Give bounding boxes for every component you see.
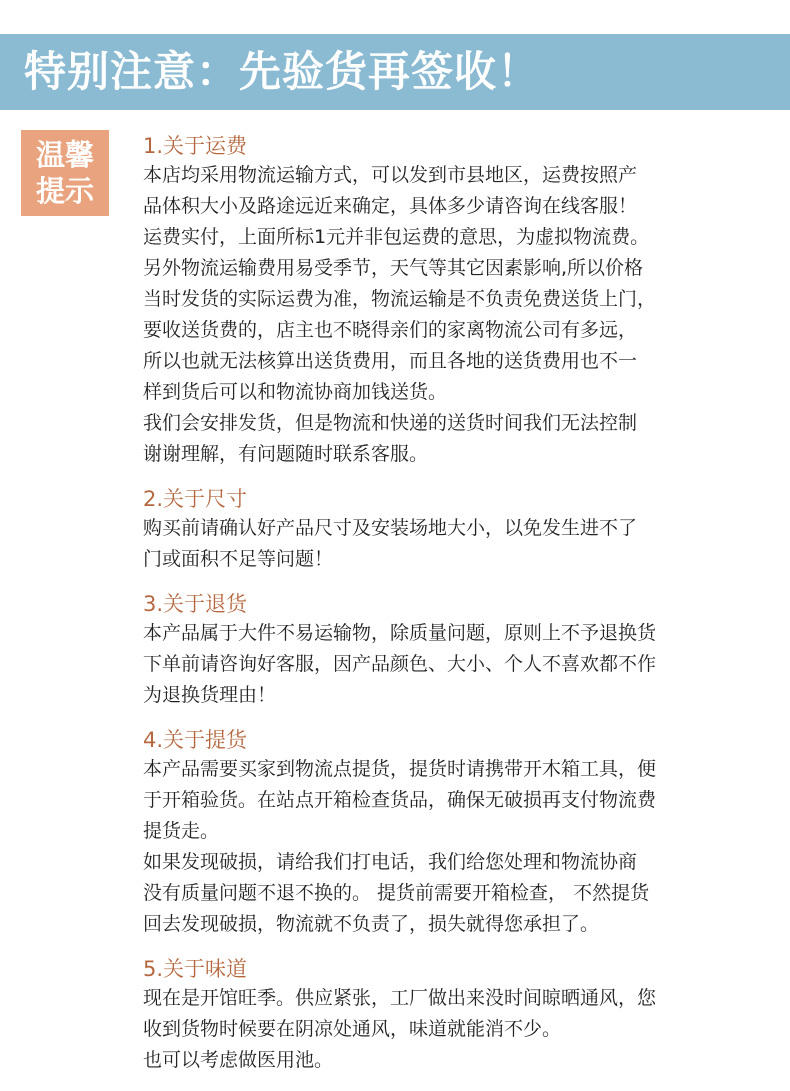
section-line: 品体积大小及路途远近来确定，具体多少请咨询在线客服！: [143, 195, 638, 217]
section-line: 回去发现破损，物流就不负责了，损失就得您承担了。: [143, 913, 600, 935]
section-title: 5.关于味道: [143, 957, 248, 981]
section-line: 门或面积不足等问题！: [143, 548, 334, 570]
warm-tip-badge: [21, 130, 109, 216]
section-line: 运费实付，上面所标1元并非包运费的意思，为虚拟物流费。: [143, 226, 650, 248]
section-line: 收到货物时候要在阴凉处通风，味道就能消不少。: [143, 1018, 562, 1040]
section-title: 3.关于退货: [143, 592, 248, 616]
section-line: 本店均采用物流运输方式，可以发到市县地区，运费按照产: [143, 164, 638, 186]
section-line: 当时发货的实际运费为准，物流运输是不负责免费送货上门，: [143, 288, 657, 310]
section-title: 1.关于运费: [143, 134, 248, 158]
section-returns: [143, 590, 763, 711]
section-size: [143, 485, 763, 575]
section-line: 提货走。: [143, 820, 220, 842]
section-line: 所以也就无法核算出送货费用，而且各地的送货费用也不一: [143, 350, 638, 372]
section-title: 2.关于尺寸: [143, 487, 248, 511]
badge-line-2: 提示: [35, 174, 94, 208]
section-line: 本产品属于大件不易运输物，除质量问题，原则上不予退换货: [143, 622, 657, 644]
section-line: 谢谢理解，有问题随时联系客服。: [143, 443, 429, 465]
section-line: 为退换货理由！: [143, 684, 277, 706]
section-line: 也可以考虑做医用池。: [143, 1049, 334, 1071]
notice-content: [143, 132, 763, 1091]
notice-banner: [0, 34, 790, 110]
section-line: 下单前请咨询好客服，因产品颜色、大小、个人不喜欢都不作: [143, 653, 657, 675]
section-line: 我们会安排发货，但是物流和快递的送货时间我们无法控制: [143, 412, 638, 434]
section-line: 现在是开馆旺季。供应紧张，工厂做出来没时间晾晒通风，您: [143, 987, 657, 1009]
section-shipping-fee: [143, 132, 763, 470]
section-title: 4.关于提货: [143, 728, 248, 752]
section-line: 另外物流运输费用易受季节，天气等其它因素影响,所以价格: [143, 257, 644, 279]
banner-title: 特别注意：先验货再签收！: [24, 47, 541, 96]
section-line: 于开箱验货。在站点开箱检查货品，确保无破损再支付物流费: [143, 789, 657, 811]
section-line: 要收送货费的，店主也不晓得亲们的家离物流公司有多远，: [143, 319, 638, 341]
section-line: 本产品需要买家到物流点提货，提货时请携带开木箱工具，便: [143, 758, 657, 780]
section-line: 没有质量问题不退不换的。 提货前需要开箱检查， 不然提货: [143, 882, 650, 904]
badge-line-1: 温馨: [35, 138, 94, 172]
section-odor: [143, 955, 763, 1076]
section-line: 样到货后可以和物流协商加钱送货。: [143, 381, 448, 403]
section-line: 如果发现破损，请给我们打电话，我们给您处理和物流协商: [143, 851, 638, 873]
section-line: 购买前请确认好产品尺寸及安装场地大小，以免发生进不了: [143, 517, 638, 539]
section-pickup: [143, 726, 763, 940]
